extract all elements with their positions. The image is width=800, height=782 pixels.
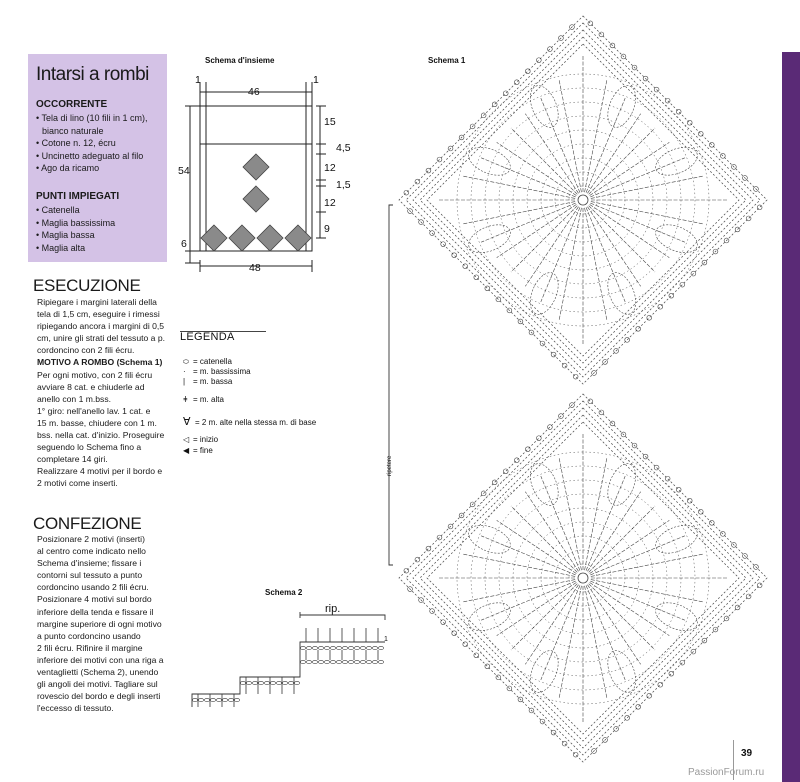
repeat-bracket bbox=[300, 612, 385, 620]
chain-stitch bbox=[300, 660, 305, 663]
picot bbox=[665, 98, 670, 103]
text-line: completare 14 giri. bbox=[37, 454, 108, 465]
text-line: al centro come indicato nello bbox=[37, 546, 146, 557]
confezione-text bbox=[37, 533, 177, 714]
list-item: • Maglia alta bbox=[36, 242, 86, 253]
confezione-title: CONFEZIONE bbox=[33, 514, 142, 533]
stitch-spoke bbox=[589, 506, 655, 572]
picot bbox=[525, 447, 530, 452]
text-line: avviare 8 cat. e chiuderle ad bbox=[37, 381, 145, 392]
text-line: ventaglietti (Schema 2), unendo bbox=[37, 667, 159, 678]
diamond-insert bbox=[243, 186, 269, 212]
overview-title: Schema d'insieme bbox=[205, 56, 275, 65]
picot bbox=[676, 487, 681, 492]
chain-stitch bbox=[216, 698, 221, 701]
dim-right: 12 bbox=[324, 197, 336, 209]
chain-stitch bbox=[336, 660, 341, 663]
picot bbox=[525, 69, 530, 74]
chain-stitch bbox=[378, 660, 383, 663]
picot bbox=[547, 47, 552, 52]
stitch-spoke bbox=[511, 128, 577, 194]
text-line: 1° giro: nell'anello lav. 1 cat. e bbox=[37, 405, 151, 416]
legend-item: · = m. bassissima bbox=[183, 367, 251, 376]
list-item: bianco naturale bbox=[42, 125, 104, 136]
text-line: cm, unire gli strati del tessuto a p. bbox=[37, 333, 166, 344]
schema2-rip-label: rip. bbox=[325, 603, 341, 615]
picot bbox=[452, 631, 457, 636]
list-item: • Maglia bassissima bbox=[36, 217, 116, 228]
chain-stitch bbox=[366, 660, 371, 663]
dim-top-width: 46 bbox=[248, 86, 260, 98]
text-line: Per ogni motivo, con 2 fili écru bbox=[37, 369, 153, 380]
legend-item: ◁ = inizio bbox=[183, 435, 219, 444]
chain-stitch bbox=[318, 660, 323, 663]
diamond-border bbox=[257, 225, 283, 251]
schema2-row-label: 1 bbox=[384, 636, 388, 643]
picot bbox=[647, 693, 652, 698]
chain-stitch bbox=[354, 660, 359, 663]
stitch-spoke bbox=[591, 176, 703, 198]
chain-stitch bbox=[336, 646, 341, 649]
chain-stitch bbox=[306, 646, 311, 649]
picot bbox=[636, 704, 641, 709]
chain-stitch bbox=[198, 698, 203, 701]
picot bbox=[485, 664, 490, 669]
text-line: contorni sul tessuto a punto bbox=[37, 570, 143, 581]
motif-ring bbox=[399, 394, 767, 762]
chain-stitch bbox=[222, 698, 227, 701]
picot bbox=[588, 399, 593, 404]
picot bbox=[647, 315, 652, 320]
picot bbox=[562, 741, 567, 746]
punti-heading: PUNTI IMPIEGATI bbox=[36, 191, 120, 202]
schema1-diagram bbox=[385, 10, 780, 775]
picot bbox=[698, 509, 703, 514]
picot bbox=[757, 205, 762, 210]
occorrente-list bbox=[36, 112, 148, 175]
picot bbox=[680, 282, 685, 287]
dim-bottom-width: 48 bbox=[249, 262, 261, 274]
list-item: • Cotone n. 12, écru bbox=[36, 138, 116, 148]
diamond-border bbox=[201, 225, 227, 251]
chain-stitch bbox=[270, 681, 275, 684]
slip-stitch-symbol-icon: · bbox=[183, 367, 186, 376]
legend-item: ∀ = 2 m. alte nella stessa m. di base bbox=[183, 416, 317, 428]
diamond-insert bbox=[243, 154, 269, 180]
picot bbox=[485, 286, 490, 291]
list-item: • Maglia bassa bbox=[36, 230, 95, 240]
chain-stitch bbox=[342, 660, 347, 663]
text-line: 2 fili écru. Rifinire il margine bbox=[37, 642, 143, 653]
chain-stitch bbox=[282, 681, 287, 684]
picot bbox=[547, 425, 552, 430]
picot bbox=[474, 275, 479, 280]
chain-stitch bbox=[210, 698, 215, 701]
chain-stitch bbox=[234, 698, 239, 701]
text-line: Posizionare 2 motivi (inserti) bbox=[37, 534, 145, 544]
chain-stitch bbox=[300, 646, 305, 649]
motivo-heading: MOTIVO A ROMBO (Schema 1) bbox=[37, 357, 163, 368]
chain-stitch bbox=[264, 681, 269, 684]
stitch-spoke bbox=[463, 202, 575, 224]
chain-stitch bbox=[342, 646, 347, 649]
picot bbox=[463, 264, 468, 269]
chain-stitch bbox=[354, 646, 359, 649]
picot bbox=[426, 168, 431, 173]
dim-right: 1,5 bbox=[336, 179, 351, 191]
picot bbox=[573, 374, 578, 379]
picot bbox=[441, 242, 446, 247]
schema1-repeat-label: ripetere bbox=[387, 455, 393, 476]
chain-stitch bbox=[288, 681, 293, 684]
picot bbox=[709, 520, 714, 525]
crochet-motif bbox=[399, 394, 767, 762]
occorrente-heading: OCCORRENTE bbox=[36, 99, 108, 110]
stitch-spoke bbox=[511, 206, 577, 272]
text-line: a punto cordoncino usando bbox=[37, 630, 141, 641]
text-line: inferiore dei motivi con una riga a bbox=[37, 654, 164, 665]
list-item: • Ago da ricamo bbox=[36, 163, 100, 173]
chain-stitch bbox=[246, 681, 251, 684]
picot bbox=[658, 682, 663, 687]
dim-left-margin: 1 bbox=[195, 74, 201, 86]
step-outline bbox=[192, 642, 385, 707]
chain-symbol-icon: ⬭ bbox=[183, 359, 189, 366]
chain-stitch bbox=[378, 646, 383, 649]
chain-stitch bbox=[258, 681, 263, 684]
esecuzione-text bbox=[37, 296, 177, 490]
chain-stitch bbox=[276, 681, 281, 684]
chain-stitch bbox=[372, 646, 377, 649]
punti-list bbox=[36, 204, 115, 254]
watermark: PassionForum.ru bbox=[688, 767, 765, 778]
picot bbox=[599, 32, 604, 37]
dim-right: 9 bbox=[324, 223, 330, 235]
stitch-spoke bbox=[585, 208, 607, 320]
chain-stitch bbox=[240, 681, 245, 684]
stitch-spoke bbox=[589, 128, 655, 194]
picot bbox=[415, 179, 420, 184]
text-line: l'eccesso di tessuto. bbox=[37, 703, 114, 714]
stitch-spoke bbox=[559, 80, 581, 192]
picot bbox=[687, 120, 692, 125]
picot bbox=[514, 80, 519, 85]
schema1-title: Schema 1 bbox=[428, 56, 466, 65]
diamond-border bbox=[285, 225, 311, 251]
stitch-spoke bbox=[559, 458, 581, 570]
legend-list bbox=[183, 357, 316, 457]
chain-stitch bbox=[312, 646, 317, 649]
text-line: tela di 1,5 cm, eseguire i rimessi bbox=[37, 309, 160, 320]
chain-stitch bbox=[252, 681, 257, 684]
schema2-chart bbox=[180, 612, 395, 722]
motif-round bbox=[471, 88, 695, 312]
dim-right-margin: 1 bbox=[313, 74, 319, 86]
dim-right: 12 bbox=[324, 162, 336, 174]
chain-stitch bbox=[360, 646, 365, 649]
motif-fan bbox=[525, 647, 564, 697]
chain-rows bbox=[192, 646, 383, 701]
article-title: Intarsi a rombi bbox=[36, 64, 149, 85]
picot bbox=[463, 642, 468, 647]
chain-stitch bbox=[330, 646, 335, 649]
picot bbox=[599, 410, 604, 415]
picot bbox=[588, 21, 593, 26]
motif-fan bbox=[602, 269, 641, 319]
picot bbox=[669, 293, 674, 298]
picot bbox=[503, 469, 508, 474]
legend-item: ǂ = m. alta bbox=[183, 395, 224, 404]
picot bbox=[757, 583, 762, 588]
chain-stitch bbox=[324, 646, 329, 649]
stitch-spoke bbox=[463, 580, 575, 602]
text-line: Ripiegare i margini laterali della bbox=[37, 297, 157, 307]
picot bbox=[441, 620, 446, 625]
picot bbox=[536, 436, 541, 441]
motif-fan bbox=[525, 269, 564, 319]
page-number: 39 bbox=[741, 748, 753, 759]
picot bbox=[746, 594, 751, 599]
picot bbox=[492, 480, 497, 485]
chain-stitch bbox=[330, 660, 335, 663]
text-line: anello con 1 m.bss. bbox=[37, 393, 112, 404]
diamond-border bbox=[229, 225, 255, 251]
stitch-spoke bbox=[591, 554, 703, 576]
esecuzione-title: ESECUZIONE bbox=[33, 276, 141, 295]
picot bbox=[415, 557, 420, 562]
overview-diagram bbox=[170, 68, 370, 278]
picot bbox=[658, 304, 663, 309]
chain-stitch bbox=[318, 646, 323, 649]
chain-stitch bbox=[372, 660, 377, 663]
motif-fan bbox=[602, 647, 641, 697]
text-line: Realizzare 4 motivi per il bordo e bbox=[37, 466, 163, 477]
dim-right: 15 bbox=[324, 116, 336, 128]
chain-stitch bbox=[366, 646, 371, 649]
chain-stitch bbox=[348, 660, 353, 663]
center-ring bbox=[578, 195, 588, 205]
picot bbox=[676, 109, 681, 114]
picot bbox=[698, 131, 703, 136]
text-line: 15 m. basse, chiudere con 1 m. bbox=[37, 417, 157, 428]
chain-stitch bbox=[360, 660, 365, 663]
chain-stitch bbox=[306, 660, 311, 663]
text-line: cordoncino usando 2 fili écru. bbox=[37, 582, 149, 593]
picot bbox=[474, 653, 479, 658]
double-crochet-pair-symbol-icon: ∀ bbox=[183, 416, 191, 428]
picot bbox=[665, 476, 670, 481]
legend-item: ◀ = fine bbox=[183, 446, 213, 455]
picot bbox=[452, 253, 457, 258]
picot bbox=[680, 660, 685, 665]
text-line: cordoncino con 2 fili écru. bbox=[37, 345, 135, 356]
chain-stitch bbox=[348, 646, 353, 649]
picot bbox=[669, 671, 674, 676]
list-item: • Uncinetto adeguato al filo bbox=[36, 150, 144, 161]
picot bbox=[551, 352, 556, 357]
text-line: 2 motivi come inserti. bbox=[37, 478, 118, 489]
text-line: Schema d'insieme; fissare i bbox=[37, 558, 142, 569]
picot bbox=[503, 91, 508, 96]
picot bbox=[573, 752, 578, 757]
picot bbox=[404, 568, 409, 573]
motif-ring bbox=[399, 16, 767, 384]
stitch-spoke bbox=[511, 584, 577, 650]
chain-stitch bbox=[192, 698, 197, 701]
text-line: ripiegando ancora i margini di 0,5 bbox=[37, 321, 165, 332]
text-line: Posizionare 4 motivi sul bordo bbox=[37, 594, 152, 605]
chain-stitch bbox=[294, 681, 299, 684]
schema2-title: Schema 2 bbox=[265, 588, 303, 597]
picot bbox=[404, 190, 409, 195]
picot bbox=[536, 58, 541, 63]
picot bbox=[636, 326, 641, 331]
picot bbox=[709, 142, 714, 147]
stitch-spoke bbox=[511, 506, 577, 572]
chain-stitch bbox=[324, 660, 329, 663]
single-crochet-symbol-icon: | bbox=[183, 377, 186, 386]
chain-stitch bbox=[312, 660, 317, 663]
picot bbox=[426, 546, 431, 551]
list-item: • Tela di lino (10 fili in 1 cm), bbox=[36, 113, 148, 123]
stitch-spoke bbox=[585, 586, 607, 698]
picot bbox=[492, 102, 497, 107]
picot bbox=[514, 458, 519, 463]
side-color-bar bbox=[782, 52, 800, 782]
legend-title: LEGENDA bbox=[180, 331, 235, 343]
list-item: • Catenella bbox=[36, 205, 80, 215]
double-crochet-symbol-icon: ǂ bbox=[183, 395, 188, 404]
stitch-marks bbox=[198, 628, 378, 707]
picot bbox=[746, 216, 751, 221]
end-arrow-icon: ◀ bbox=[183, 446, 190, 455]
text-line: seguendo lo Schema fino a bbox=[37, 442, 142, 453]
legend-item: | = m. bassa bbox=[183, 377, 233, 386]
text-line: bss. nella cat. d'inizio. Proseguire bbox=[37, 430, 165, 441]
text-line: inferiore della tenda e fissare il bbox=[37, 606, 154, 617]
repeat-bracket bbox=[389, 205, 393, 565]
crochet-motif bbox=[399, 16, 767, 384]
text-line: gli angoli dei motivi. Tagliare sul bbox=[37, 679, 158, 690]
chain-stitch bbox=[204, 698, 209, 701]
picot bbox=[562, 363, 567, 368]
motif-round bbox=[471, 466, 695, 690]
text-line: margine superiore di ogni motivo bbox=[37, 618, 162, 629]
picot bbox=[551, 730, 556, 735]
dim-height: 54 bbox=[178, 165, 190, 177]
text-line: rovescio del bordo e degli inserti bbox=[37, 691, 161, 702]
center-ring bbox=[578, 573, 588, 583]
picot bbox=[687, 498, 692, 503]
chain-stitch bbox=[228, 698, 233, 701]
dim-right: 4,5 bbox=[336, 142, 351, 154]
legend-item: ⬭ = catenella bbox=[183, 357, 232, 366]
dim-bottom-band: 6 bbox=[181, 238, 187, 250]
start-arrow-icon: ◁ bbox=[183, 435, 190, 444]
